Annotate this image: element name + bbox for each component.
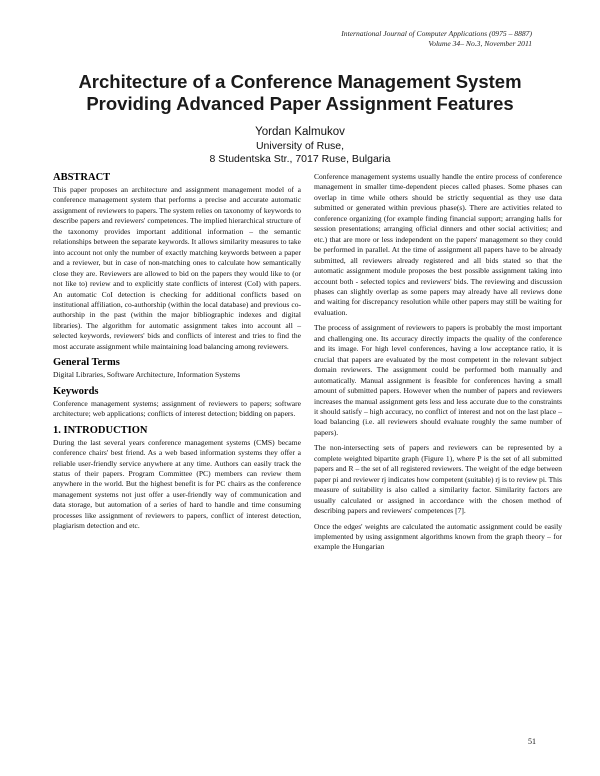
paragraph-assignment: The process of assignment of reviewers to papers is probably the most important and challenging one. Its accuracy directly impacts the quality of the conference and its image. For high level conferences, having a low acceptance ratio, it is crucial that papers are evaluated by the most competent in the relevant subject domain reviewers. The assignment could be performed both manually and automatically. Manual assignment is feasible for conferences having a small amount of submitted papers. However when the number of papers and reviewers increases the manual assignment gets less and less accurate due to the constraints it should satisfy – high accuracy, no conflict of interest and not on the last place – load balancing (i.e. all reviewers should evaluate roughly the same number of papers). <box>314 323 562 437</box>
paragraph-phases: Conference management systems usually handle the entire process of conference management in smaller time-dependent pieces called phases. Some phases can overlap in time while others should be strictly sequential as they use data submitted or generated within previous phase(s). There are activities related to conference organizing (for example finding financial support; arranging halls for session presentations; arranging official dinners and other social activities; and etc.) that are more or less independent on the papers' management so they could be performed in parallel. At the time of assignment all papers have to be already submitted, all reviewers already registered and all bids stated so that the automatic assignment module proposes the best possible assignment taking into account both - selected topics and reviewers' bids. The reviewing and discussion phases can slightly overlap as some papers may already have all reviews done and waiting for discrepancy resolution while other papers may still be waiting for evaluation. <box>314 172 562 317</box>
general-terms-heading: General Terms <box>53 357 120 369</box>
journal-citation: International Journal of Computer Applications (0975 – 8887) <box>341 29 532 38</box>
introduction-text: During the last several years conference management systems (CMS) became conference chairs' best friend. As a web based information systems they offer a reliable user-friendly service anywhere at any time. Authors can easily track the status of their papers. Program Committee (PC) members can review them anywhere in the world. But the highest benefit is for PC chairs as the conference management systems not just offer a user-friendly way of communication and data storage, but automation of a series of hard to handle and time consuming processes like assignment of reviewers to papers, conflict of interest detection, plagiarism detection and etc. <box>53 437 301 531</box>
abstract-heading: ABSTRACT <box>53 172 111 183</box>
author-affiliation: University of Ruse, <box>255 140 345 152</box>
introduction-heading: 1. INTRODUCTION <box>53 424 148 436</box>
title-line-2: Providing Advanced Paper Assignment Features <box>86 93 514 114</box>
abstract-text: This paper proposes an architecture and assignment management model of a conference management system that performs a precise and accurate automatic assignment of reviewers to papers. The system relies on taxonomy of keywords to describe papers and reviewers' competences. The implied hierarchical structure of the taxonomy provides important additional information – the semantic relationships between the separate keywords. It allows similarity measures to take into account not only the number of exactly matching keywords between a paper and a reviewer, but in case of non-matching ones to calculate how semantically close they are. Reviewers are allowed to bid on the papers they would like to (or not like to) review and to explicitly state conflicts of interest (CoI) with papers. An automatic CoI detection is checking for additional conflicts based on institutional affiliation, co-authorship (within the local database) and previous co-authorship in the past (within the major bibliographic indexes and digital libraries). The algorithm for automatic assignment takes into account all – selected keywords, reviewers' bids and conflicts of interest and tries to find the most accurate assignment while maintaining load balancing among reviewers. <box>53 185 301 351</box>
author-address: 8 Studentska Str., 7017 Ruse, Bulgaria <box>209 153 391 165</box>
author-name: Yordan Kalmukov <box>255 126 345 138</box>
general-terms-text: Digital Libraries, Software Architecture, Information Systems <box>53 370 241 380</box>
left-column <box>53 172 301 537</box>
right-column <box>314 172 562 558</box>
journal-volume: Volume 34– No.3, November 2011 <box>428 38 532 48</box>
keywords-heading: Keywords <box>53 385 99 397</box>
paragraph-bipartite-graph: The non-intersecting sets of papers and reviewers can be represented by a complete weighted bipartite graph (Figure 1), where P is the set of all submitted papers and R – the set of all registered reviewers. The weight of the edge between paper pi and reviewer rj indicates how competent (suitable) rj is to review pi. This measure of suitability is also called a similarity factor. Similarity factors are usually calculated or assigned in accordance with the chosen method of describing papers and reviewers' competences [7]. <box>314 443 562 516</box>
keywords-text: Conference management systems; assignment of reviewers to papers; software architecture; web applications; conflicts of interest detection; bidding on papers. <box>53 398 301 419</box>
page-number: 51 <box>528 737 536 746</box>
journal-header <box>341 29 532 48</box>
paper-title <box>40 71 560 115</box>
paragraph-algorithms: Once the edges' weights are calculated the automatic assignment could be easily implemented by using assignment algorithms known from the graph theory – for example the Hungarian <box>314 521 562 552</box>
title-line-1: Architecture of a Conference Management System <box>78 71 522 92</box>
author-block <box>40 126 560 166</box>
